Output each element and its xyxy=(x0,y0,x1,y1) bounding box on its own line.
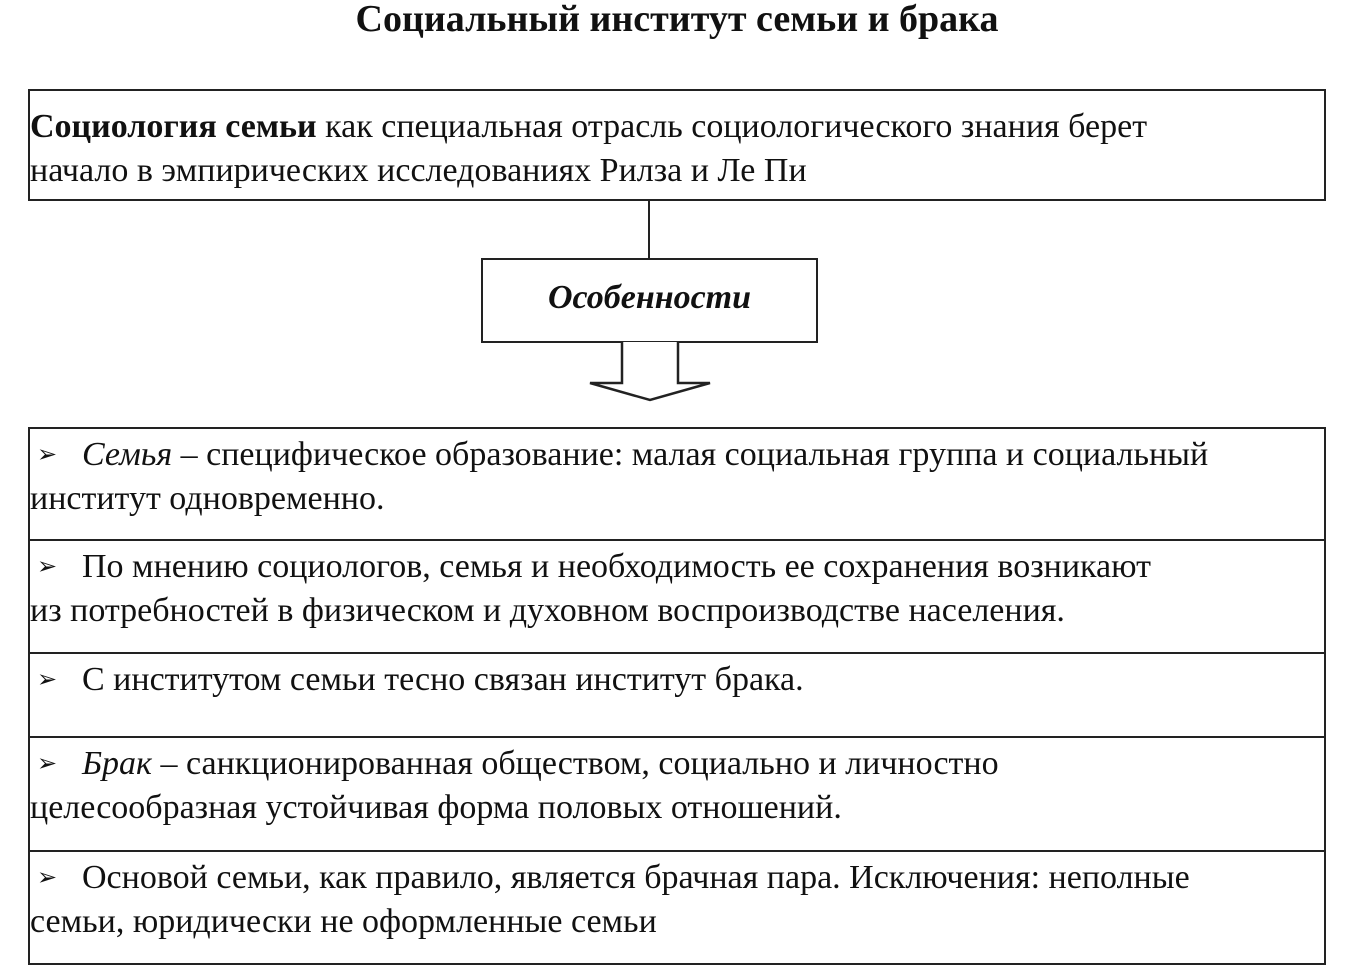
bullet-icon: ➢ xyxy=(36,749,58,777)
page-title: Социальный институт семьи и брака xyxy=(355,0,999,40)
intro-box xyxy=(28,89,1326,201)
bullet-icon: ➢ xyxy=(36,440,58,468)
item-text-line1: Основой семьи, как правило, является брачная пара. Исключения: неполные xyxy=(82,859,1190,896)
item-text-line2: семьи, юридически не оформленные семьи xyxy=(30,903,657,940)
bullet-icon: ➢ xyxy=(36,665,58,693)
features-label: Особенности xyxy=(547,279,752,316)
features-box xyxy=(481,258,818,343)
item-text-line1: – санкционированная обществом, социально и личностно xyxy=(151,745,999,782)
intro-bold-term: Социология семьи xyxy=(30,108,317,145)
item-text-line1: С институтом семьи тесно связан институт брака. xyxy=(82,661,804,698)
down-arrow-icon xyxy=(585,342,715,404)
item-text-line2: целесообразная устойчивая форма половых отношений. xyxy=(30,789,842,826)
intro-text-line2: начало в эмпирических исследованиях Рилза и Ле Пи xyxy=(30,152,807,189)
item-text-line2: из потребностей в физическом и духовном воспроизводстве населения. xyxy=(30,592,1065,629)
list-item-2 xyxy=(28,541,1326,654)
list-item-4 xyxy=(28,738,1326,852)
item-text-line1: По мнению социологов, семья и необходимость ее сохранения возникают xyxy=(82,548,1151,585)
list-item-5 xyxy=(28,852,1326,965)
item-text-line1: – специфическое образование: малая социальная группа и социальный xyxy=(172,436,1209,473)
bullet-icon: ➢ xyxy=(36,552,58,580)
item-term: Брак xyxy=(82,745,152,782)
list-item-1 xyxy=(28,427,1326,541)
bullet-icon: ➢ xyxy=(36,863,58,891)
connector-line xyxy=(648,201,650,258)
intro-text-line1: как специальная отрасль социологического знания берет xyxy=(316,108,1148,145)
item-text-line2: институт одновременно. xyxy=(30,480,385,517)
item-term: Семья xyxy=(82,436,173,473)
list-item-3 xyxy=(28,654,1326,738)
